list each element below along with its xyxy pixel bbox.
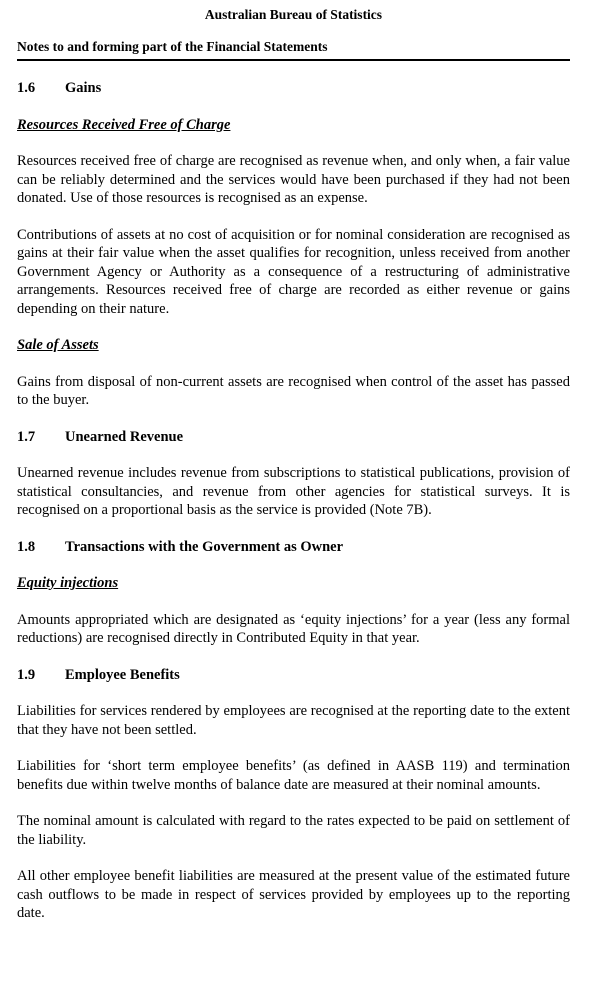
section-heading-1-7 (17, 428, 570, 447)
document-title: Australian Bureau of Statistics (204, 7, 383, 22)
paragraph-amounts-appropriated: Amounts appropriated which are designated as ‘equity injections’ for a year (less any formal reductions) are recognised directly in Contributed Equity in that year. (17, 611, 570, 646)
paragraph-nominal-amount: The nominal amount is calculated with regard to the rates expected to be paid on settlement of the liability. (17, 813, 570, 848)
section-heading-1-8 (17, 538, 570, 557)
section-number: 1.7 (17, 428, 36, 445)
subheading-equity-injections: Equity injections (17, 575, 119, 591)
section-number: 1.6 (17, 80, 36, 96)
section-number: 1.8 (17, 538, 36, 555)
paragraph-liabilities-for-services: Liabilities for services rendered by employees are recognised at the reporting date to the extent that they have not been settled. (17, 703, 570, 738)
paragraph-resources-received: Resources received free of charge are recognised as revenue when, and only when, a fair value can be reliably determined and the services would have been purchased if they had not been donated. Use of those resources is recognised as an expense. (17, 153, 570, 206)
section-title: Gains (65, 80, 102, 96)
paragraph-contributions-of-assets: Contributions of assets at no cost of acquisition or for nominal consideration are recognised as gains at their fair value when the asset qualifies for recognition, unless received from another Government Agency or Authority as a consequence of a restructuring of administrative arrangements. Resources received free of charge are recorded as either revenue or gains depending on their nature. (17, 226, 570, 317)
paragraph-unearned-revenue: Unearned revenue includes revenue from subscriptions to statistical publications, provision of statistical consultancies, and revenue from other agencies for statistical surveys. It is recognised on a proportional basis as the service is provided (Note 7B). (17, 465, 570, 518)
subheading-sale-of-assets: Sale of Assets (17, 337, 99, 353)
paragraph-other-employee-benefits: All other employee benefit liabilities are measured at the present value of the estimated future cash outflows to be made in respect of services provided by employees up to the reporting date. (17, 868, 570, 921)
section-title: Unearned Revenue (65, 428, 184, 445)
section-title: Employee Benefits (65, 666, 180, 683)
paragraph-gains-from-disposal: Gains from disposal of non-current assets are recognised when control of the asset has passed to the buyer. (17, 373, 570, 408)
subheading-resources-received-free-of-charge: Resources Received Free of Charge (17, 116, 231, 133)
paragraph-short-term-benefits: Liabilities for ‘short term employee benefits’ (as defined in AASB 119) and termination benefits due within twelve months of balance date are measured at their nominal amounts. (17, 758, 570, 793)
section-heading-1-9 (17, 666, 570, 685)
section-number: 1.9 (17, 666, 36, 683)
document-subtitle: Notes to and forming part of the Financial Statements (17, 38, 570, 62)
section-title: Transactions with the Government as Owner (65, 538, 344, 555)
section-heading-1-6 (17, 79, 570, 98)
